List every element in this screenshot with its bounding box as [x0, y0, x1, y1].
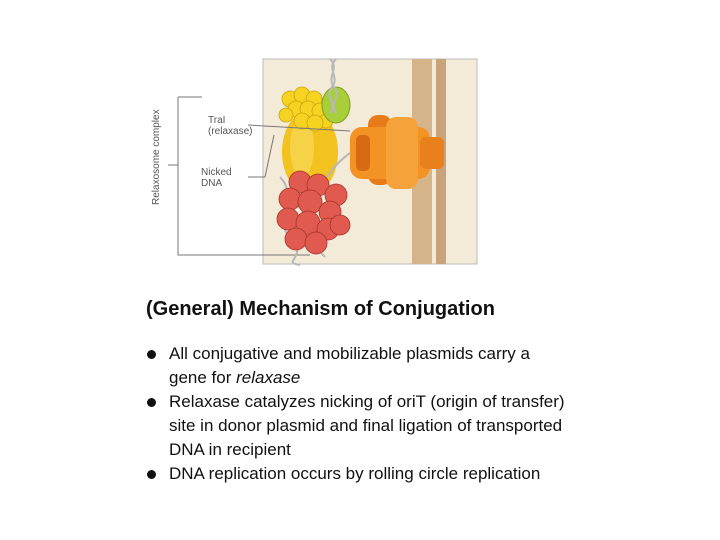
bullet-dot-icon	[147, 350, 156, 359]
relaxosome-illustration	[150, 57, 480, 267]
nicked-dna-label	[201, 167, 232, 189]
trai-label-line1: TraI	[208, 115, 226, 126]
bullet-list	[146, 342, 566, 486]
bullet-dot-icon	[147, 470, 156, 479]
bullet-item	[146, 342, 566, 390]
bullet-emphasis: relaxase	[236, 368, 301, 387]
bullet-text: All conjugative and mobilizable plasmids carry a gene for	[169, 344, 530, 387]
bullet-text: Relaxase catalyzes nicking of oriT (origin of transfer) site in donor plasmid and final ligation of transported DNA in recipient	[169, 392, 565, 459]
slide-title: (General) Mechanism of Conjugation	[146, 298, 495, 320]
bullet-item	[146, 462, 566, 486]
relaxosome-complex-label: Relaxosome complex	[151, 109, 162, 206]
trai-label-line2: (relaxase)	[208, 126, 253, 137]
bullet-text: DNA replication occurs by rolling circle replication	[169, 464, 541, 483]
bullet-item	[146, 390, 566, 462]
nicked-dna-label-line2: DNA	[201, 178, 223, 189]
relaxosome-figure	[150, 57, 480, 267]
trai-label	[208, 115, 252, 137]
nicked-dna-label-line1: Nicked	[201, 167, 232, 178]
bullet-dot-icon	[147, 398, 156, 407]
